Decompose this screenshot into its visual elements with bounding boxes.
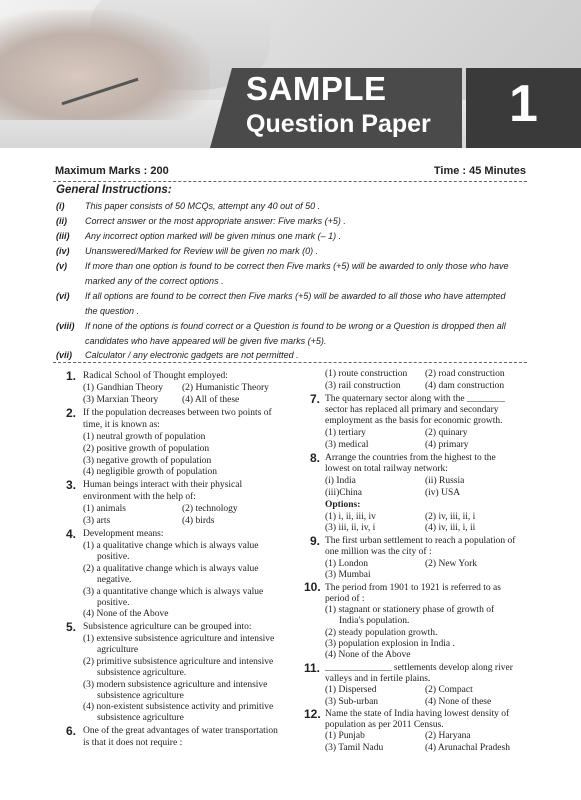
- question-text: environment with the help of:: [83, 492, 196, 502]
- list-item: (iv) USA: [425, 488, 461, 498]
- option[interactable]: (1) tertiary: [325, 428, 366, 438]
- question-text: sector has replaced all primary and secondary: [325, 405, 499, 415]
- option[interactable]: (4) Arunachal Pradesh: [425, 743, 510, 753]
- instructions-title: General Instructions:: [56, 184, 172, 196]
- question-text: Radical School of Thought employed:: [83, 371, 228, 381]
- maximum-marks: Maximum Marks : 200: [55, 165, 169, 177]
- option[interactable]: (3) population explosion in India .: [325, 639, 455, 649]
- option[interactable]: (4) None of the Above: [83, 609, 169, 619]
- question-text: Subsistence agriculture can be grouped into:: [83, 622, 252, 632]
- option[interactable]: (4) dam construction: [425, 381, 505, 391]
- question-text: Development means:: [83, 529, 164, 539]
- question-text: one million was the city of :: [325, 547, 432, 557]
- list-item: (i) India: [325, 476, 356, 486]
- option[interactable]: (3) medical: [325, 440, 369, 450]
- question-number: 9.: [310, 534, 321, 548]
- option[interactable]: (3) modern subsistence agriculture and intensive: [83, 680, 268, 690]
- option[interactable]: (1) animals: [83, 504, 127, 514]
- question-number: 8.: [310, 451, 321, 465]
- option[interactable]: (4) birds: [182, 516, 215, 526]
- option[interactable]: (1) London: [325, 559, 369, 569]
- option[interactable]: (1) Dispersed: [325, 685, 377, 695]
- option[interactable]: (2) a qualitative change which is always value: [83, 564, 259, 574]
- option-continued: subsistence agriculture.: [97, 668, 187, 678]
- question-text: Name the state of India having lowest density of: [325, 709, 510, 719]
- question-number: 10.: [304, 580, 321, 594]
- option[interactable]: (2) positive growth of population: [83, 444, 210, 454]
- title-band: [232, 68, 462, 148]
- question-text: The first urban settlement to reach a population of: [325, 536, 516, 546]
- list-item: (iii)China: [325, 488, 362, 498]
- question-text: period of :: [325, 594, 365, 604]
- option[interactable]: (1) route construction: [325, 369, 408, 379]
- option[interactable]: (1) extensive subsistence agriculture and intensive: [83, 634, 275, 644]
- option-continued: India's population.: [339, 616, 410, 626]
- option[interactable]: (2) iv, iii, ii, i: [425, 512, 476, 522]
- question-number: 1.: [66, 369, 77, 383]
- option[interactable]: (3) rail construction: [325, 381, 401, 391]
- option[interactable]: (2) technology: [182, 504, 238, 514]
- general-instructions: General Instructions: (i) This paper consists of 50 MCQs, attempt any 40 out of 50 . (ii) Correct answer or the most appropriate answer: Five marks (+5) . (iii) Any incorrect option marked will be given minus one mark (– 1) . (iv) Unanswered/Marked for Review will be given no mark (0) . (v) If more than one option is found to be correct then Five marks (+5) will be awarded to only those who have marked any of the correct options . (vi) If all options are found to be correct then Five marks (+5) will be awarded to all those who have attempted the question . (viii) If none of the options is found correct or a Question is found to be wrong or a Question is dropped then all candidates who have appeared will be given five marks (+5). (vii) Calculator / any electronic gadgets are not permitted .: [53, 181, 527, 363]
- option[interactable]: (2) quinary: [425, 428, 468, 438]
- question-text: If the population decreases between two points of: [83, 408, 272, 418]
- question-text: Arrange the countries from the highest to the: [325, 453, 496, 463]
- option[interactable]: (1) i, ii, iii, iv: [325, 512, 376, 522]
- sample-title: SAMPLE: [246, 70, 387, 107]
- option[interactable]: (1) Gandhian Theory: [83, 383, 164, 393]
- option[interactable]: (4) primary: [425, 440, 469, 450]
- paper-number: 1: [509, 75, 538, 133]
- option[interactable]: (1) Punjab: [325, 731, 365, 741]
- question-text: The quaternary sector along with the ________: [325, 394, 505, 404]
- option[interactable]: (3) Tamil Nadu: [325, 743, 384, 753]
- question-number: 2.: [66, 406, 77, 420]
- question-number: 6.: [66, 724, 77, 738]
- option[interactable]: (3) iii, ii, iv, i: [325, 523, 376, 533]
- question-text: is that it does not require :: [83, 738, 183, 748]
- question-text: Human beings interact with their physical: [83, 480, 243, 490]
- paper-number-band: [466, 68, 581, 148]
- option[interactable]: (1) a qualitative change which is always value: [83, 541, 259, 551]
- option[interactable]: (2) Haryana: [425, 731, 471, 741]
- option[interactable]: (4) None of the Above: [325, 650, 411, 660]
- option[interactable]: (3) negative growth of population: [83, 456, 212, 466]
- option[interactable]: (2) steady population growth.: [325, 628, 438, 638]
- question-text: ______________ settlements develop along river: [325, 663, 513, 673]
- option[interactable]: (3) arts: [83, 516, 111, 526]
- question-number: 7.: [310, 392, 321, 406]
- photo-hand: [0, 10, 210, 120]
- option-continued: agriculture: [97, 645, 139, 655]
- option[interactable]: (1) neutral growth of population: [83, 432, 206, 442]
- question-number: 12.: [304, 707, 321, 721]
- option[interactable]: (2) primitive subsistence agriculture and intensive: [83, 657, 274, 667]
- option[interactable]: (2) Compact: [425, 685, 473, 695]
- question-text: employment as the basis for economic growth.: [325, 416, 503, 426]
- question-text: The period from 1901 to 1921 is referred to as: [325, 583, 501, 593]
- options-label: Options:: [325, 500, 361, 510]
- option[interactable]: (4) iv, iii, i, ii: [425, 523, 476, 533]
- option[interactable]: (4) None of these: [425, 697, 492, 707]
- option[interactable]: (2) road construction: [425, 369, 505, 379]
- cover-header: [0, 0, 581, 148]
- question-text: One of the great advantages of water transportation: [83, 726, 278, 736]
- question-number: 4.: [66, 527, 77, 541]
- option[interactable]: (1) stagnant or stationery phase of growth of: [325, 605, 495, 615]
- option-continued: positive.: [97, 552, 130, 562]
- option-continued: positive.: [97, 598, 130, 608]
- option[interactable]: (2) New York: [425, 559, 477, 569]
- question-text: valleys and in fertile plains.: [325, 674, 431, 684]
- option[interactable]: (3) a quantitative change which is always value: [83, 587, 264, 597]
- question-number: 3.: [66, 478, 77, 492]
- option[interactable]: (4) All of these: [182, 395, 240, 405]
- question-text: time, it is known as:: [83, 420, 160, 430]
- option-continued: negative.: [97, 575, 132, 585]
- list-item: (ii) Russia: [425, 476, 465, 486]
- option-continued: subsistence agriculture: [97, 691, 184, 701]
- question-paper-title: Question Paper: [246, 110, 431, 138]
- option-continued: subsistence agriculture: [97, 713, 184, 723]
- question-text: lowest on total railway network:: [325, 464, 448, 474]
- time-limit: Time : 45 Minutes: [433, 165, 526, 177]
- option[interactable]: (3) Sub-urban: [325, 697, 379, 707]
- option[interactable]: (4) negligible growth of population: [83, 467, 218, 477]
- question-number: 5.: [66, 620, 77, 634]
- option[interactable]: (3) Mumbai: [325, 570, 371, 580]
- question-number: 11.: [304, 661, 321, 675]
- option[interactable]: (3) Marxian Theory: [83, 395, 159, 405]
- option[interactable]: (4) non-existent subsistence activity and primitive: [83, 702, 274, 712]
- option[interactable]: (2) Humanistic Theory: [182, 383, 269, 393]
- question-text: population as per 2011 Census.: [325, 720, 444, 730]
